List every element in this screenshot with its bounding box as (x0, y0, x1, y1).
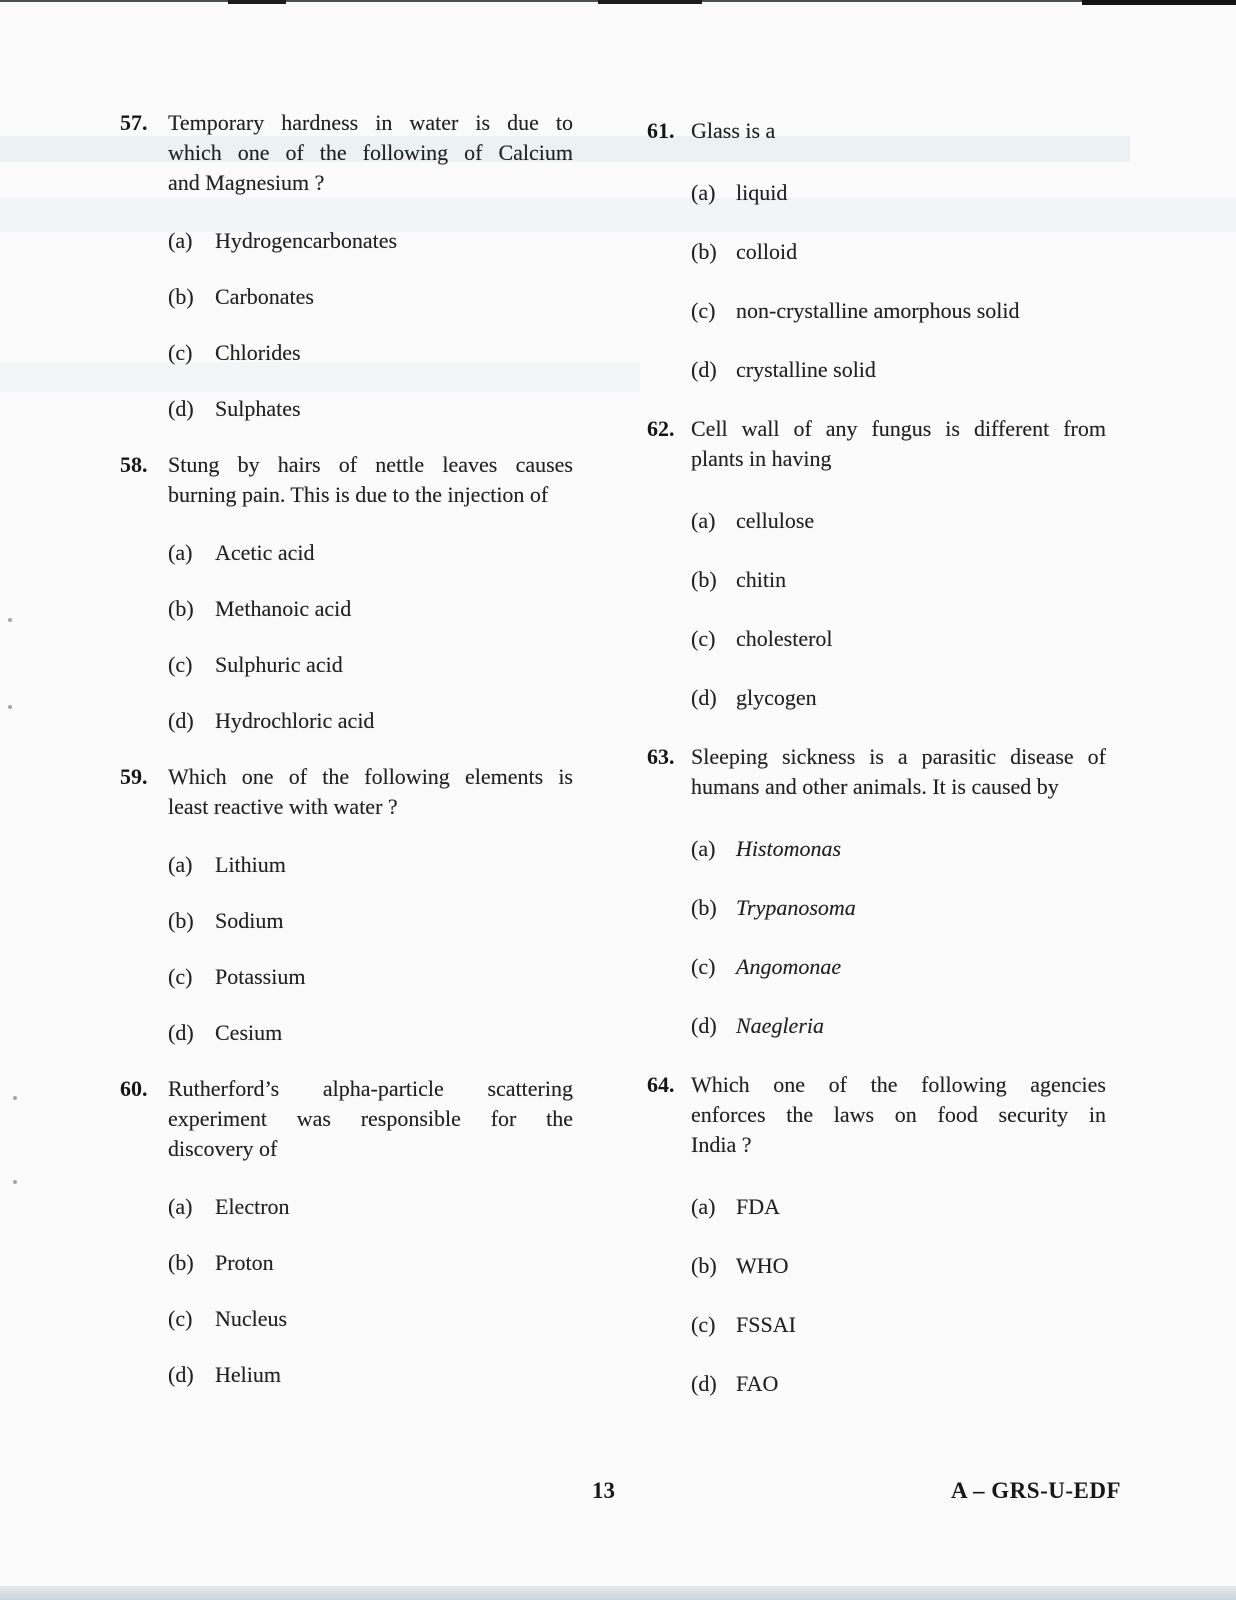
options-list (691, 506, 1122, 713)
option-text: Naegleria (736, 1013, 824, 1038)
question-58 (120, 450, 590, 736)
option-text: crystalline solid (736, 357, 876, 382)
option-text: Angomonae (736, 954, 842, 979)
option-text: WHO (736, 1253, 789, 1278)
stem-line: experiment was responsible for the (168, 1106, 573, 1131)
stem-line: least reactive with water ? (168, 794, 398, 819)
option-letter: (b) (691, 239, 717, 264)
question-number: 57. (120, 110, 148, 135)
question-61 (647, 116, 1122, 385)
option-a (168, 226, 590, 256)
stem-line: Which one of the following agencies (691, 1072, 1106, 1097)
question-62 (647, 414, 1122, 713)
option-text: Proton (215, 1250, 274, 1275)
option-b (168, 282, 590, 312)
question-59 (120, 762, 590, 1048)
option-letter: (a) (691, 836, 716, 861)
option-text: Potassium (215, 964, 306, 989)
stem-line: India ? (691, 1132, 752, 1157)
option-text: FDA (736, 1194, 781, 1219)
left-column (120, 108, 590, 1416)
option-a (691, 178, 1122, 208)
option-letter: (b) (168, 908, 194, 933)
option-letter: (d) (168, 396, 194, 421)
options-list (168, 850, 590, 1048)
question-stem (168, 108, 573, 198)
option-text: Sodium (215, 908, 284, 933)
option-d (691, 683, 1122, 713)
option-b (691, 237, 1122, 267)
option-text: Methanoic acid (215, 596, 352, 621)
option-letter: (a) (168, 228, 193, 253)
option-d (168, 394, 590, 424)
stem-line: which one of the following of Calcium (168, 140, 573, 165)
option-b (691, 893, 1122, 923)
option-c (691, 624, 1122, 654)
question-number: 61. (647, 118, 675, 143)
option-letter: (d) (168, 1362, 194, 1387)
option-letter: (a) (691, 180, 716, 205)
options-list (691, 834, 1122, 1041)
option-a (691, 834, 1122, 864)
option-d (691, 355, 1122, 385)
option-c (691, 1310, 1122, 1340)
option-c (168, 338, 590, 368)
stem-line: discovery of (168, 1136, 278, 1161)
stem-line: plants in having (691, 446, 832, 471)
option-letter: (b) (691, 567, 717, 592)
option-a (691, 506, 1122, 536)
scan-edge-top (0, 0, 1110, 2)
option-text: Chlorides (215, 340, 301, 365)
option-text: Sulphuric acid (215, 652, 343, 677)
option-b (691, 565, 1122, 595)
option-text: Nucleus (215, 1306, 288, 1331)
option-letter: (d) (691, 1013, 717, 1038)
question-stem (691, 116, 1106, 146)
option-letter: (b) (168, 596, 194, 621)
question-stem (691, 1070, 1106, 1160)
option-text: colloid (736, 239, 798, 264)
option-text: Electron (215, 1194, 290, 1219)
scan-speckle (8, 705, 12, 709)
option-letter: (d) (691, 685, 717, 710)
option-letter: (b) (168, 284, 194, 309)
option-letter: (a) (168, 1194, 193, 1219)
stem-line: Glass is a (691, 118, 776, 143)
option-text: Acetic acid (215, 540, 315, 565)
scan-speckle (8, 618, 12, 622)
question-64 (647, 1070, 1122, 1399)
option-text: glycogen (736, 685, 817, 710)
option-letter: (a) (168, 852, 193, 877)
option-letter: (c) (691, 1312, 716, 1337)
option-letter: (d) (168, 708, 194, 733)
scan-edge-top-segment (598, 0, 702, 4)
options-list (168, 226, 590, 424)
option-letter: (c) (691, 626, 716, 651)
option-text: chitin (736, 567, 787, 592)
question-number: 64. (647, 1072, 675, 1097)
stem-line: Rutherford’s alpha-particle scattering (168, 1076, 573, 1101)
option-d (168, 1018, 590, 1048)
option-a (168, 538, 590, 568)
option-letter: (d) (168, 1020, 194, 1045)
option-text: FSSAI (736, 1312, 796, 1337)
question-stem (168, 762, 573, 822)
option-a (168, 850, 590, 880)
stem-line: Which one of the following elements is (168, 764, 573, 789)
option-letter: (a) (691, 1194, 716, 1219)
option-d (168, 706, 590, 736)
option-b (168, 906, 590, 936)
question-stem (168, 450, 573, 510)
option-b (168, 594, 590, 624)
scan-edge-top-segment (228, 0, 286, 4)
option-b (691, 1251, 1122, 1281)
option-d (168, 1360, 590, 1390)
option-letter: (c) (168, 964, 193, 989)
page-number: 13 (592, 1478, 615, 1503)
option-text: Lithium (215, 852, 286, 877)
question-number: 60. (120, 1076, 148, 1101)
question-number: 59. (120, 764, 148, 789)
option-text: cholesterol (736, 626, 833, 651)
options-list (168, 538, 590, 736)
options-list (691, 178, 1122, 385)
option-text: Histomonas (736, 836, 842, 861)
option-letter: (c) (691, 954, 716, 979)
option-a (691, 1192, 1122, 1222)
right-column (647, 116, 1122, 1428)
question-63 (647, 742, 1122, 1041)
scan-speckle (13, 1096, 17, 1100)
scan-band-bottom (0, 1586, 1236, 1600)
option-text: Hydrogencarbonates (215, 228, 398, 253)
booklet-code: A – GRS-U-EDF (950, 1478, 1121, 1503)
option-d (691, 1369, 1122, 1399)
stem-line: Sleeping sickness is a parasitic disease of (691, 744, 1106, 769)
options-list (691, 1192, 1122, 1399)
stem-line: and Magnesium ? (168, 170, 325, 195)
option-letter: (c) (168, 652, 193, 677)
scan-edge-top-segment (1082, 0, 1236, 5)
question-number: 62. (647, 416, 675, 441)
option-letter: (b) (168, 1250, 194, 1275)
question-stem (168, 1074, 573, 1164)
stem-line: humans and other animals. It is caused by (691, 774, 1059, 799)
question-number: 63. (647, 744, 675, 769)
option-a (168, 1192, 590, 1222)
stem-line: burning pain. This is due to the injection of (168, 482, 549, 507)
option-letter: (b) (691, 1253, 717, 1278)
scan-speckle (13, 1180, 17, 1184)
question-stem (691, 414, 1106, 474)
question-number: 58. (120, 452, 148, 477)
option-text: Trypanosoma (736, 895, 856, 920)
option-letter: (a) (168, 540, 193, 565)
options-list (168, 1192, 590, 1390)
option-letter: (d) (691, 1371, 717, 1396)
question-57 (120, 108, 590, 424)
stem-line: Cell wall of any fungus is different from (691, 416, 1106, 441)
option-letter: (d) (691, 357, 717, 382)
option-text: liquid (736, 180, 788, 205)
option-b (168, 1248, 590, 1278)
question-stem (691, 742, 1106, 802)
option-c (691, 952, 1122, 982)
question-60 (120, 1074, 590, 1390)
option-text: Helium (215, 1362, 281, 1387)
option-text: Sulphates (215, 396, 301, 421)
option-c (691, 296, 1122, 326)
option-text: Cesium (215, 1020, 283, 1045)
option-text: Carbonates (215, 284, 314, 309)
option-text: cellulose (736, 508, 815, 533)
option-text: non-crystalline amorphous solid (736, 298, 1020, 323)
stem-line: Temporary hardness in water is due to (168, 110, 573, 135)
stem-line: Stung by hairs of nettle leaves causes (168, 452, 573, 477)
option-letter: (c) (691, 298, 716, 323)
option-text: FAO (736, 1371, 779, 1396)
option-c (168, 1304, 590, 1334)
option-letter: (c) (168, 1306, 193, 1331)
option-d (691, 1011, 1122, 1041)
stem-line: enforces the laws on food security in (691, 1102, 1106, 1127)
page-footer (0, 1478, 1236, 1510)
option-letter: (b) (691, 895, 717, 920)
option-letter: (c) (168, 340, 193, 365)
option-c (168, 962, 590, 992)
option-letter: (a) (691, 508, 716, 533)
option-text: Hydrochloric acid (215, 708, 375, 733)
option-c (168, 650, 590, 680)
